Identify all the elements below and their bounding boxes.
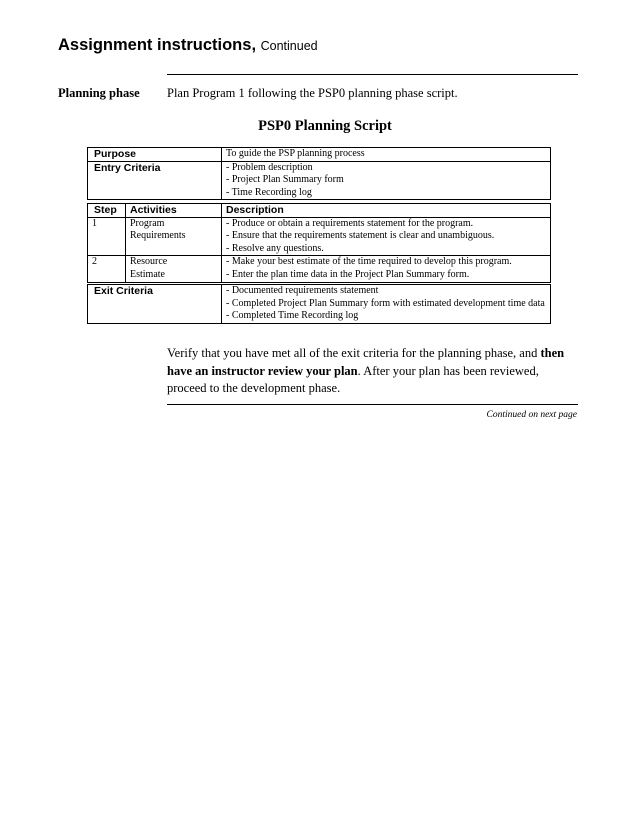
phase-instruction: Plan Program 1 following the PSP0 planning phase script.: [167, 86, 458, 100]
exit-criteria-row: [88, 285, 551, 324]
entry-criteria-list: [222, 161, 551, 200]
steps-header-row: [88, 204, 551, 218]
script-title: PSP0 Planning Script: [258, 118, 392, 134]
phase-label: Planning phase: [58, 86, 140, 100]
activities-column-header: Activities: [126, 204, 222, 218]
verify-text-end: . After your plan has been reviewed, proceed to the development phase.: [167, 363, 539, 395]
purpose-row: [88, 148, 551, 162]
activity-line: Requirements: [130, 230, 186, 242]
step-number: 1: [88, 217, 126, 256]
step-activity: [126, 217, 222, 256]
page-title: [58, 36, 318, 55]
bottom-divider: [167, 404, 578, 405]
description-column-header: Description: [222, 204, 551, 218]
step-number: 2: [88, 256, 126, 282]
entry-item: - Time Recording log: [226, 186, 312, 198]
description-item: - Make your best estimate of the time required to develop this program.: [226, 256, 512, 268]
verify-text: Verify that you have met all of the exit criteria for the planning phase, and: [167, 346, 541, 360]
description-item: - Resolve any questions.: [226, 242, 324, 254]
top-divider: [167, 74, 578, 75]
purpose-entry-table: [87, 147, 551, 200]
continued-on-next-page: Continued on next page: [486, 410, 577, 420]
continued-label: Continued: [260, 39, 318, 53]
page-title-text: Assignment instructions,: [58, 36, 257, 54]
step-column-header: Step: [88, 204, 126, 218]
step-activity: [126, 256, 222, 282]
entry-item: - Project Plan Summary form: [226, 174, 344, 186]
exit-item: - Documented requirements statement: [226, 285, 379, 296]
description-item: - Enter the plan time data in the Project Plan Summary form.: [226, 268, 470, 280]
exit-criteria-list: [222, 285, 551, 324]
exit-item: - Completed Project Plan Summary form with estimated development time data: [226, 297, 545, 309]
verify-paragraph: [167, 345, 579, 398]
description-item: - Produce or obtain a requirements statement for the program.: [226, 217, 474, 229]
activity-line: Resource: [130, 256, 168, 268]
purpose-label: Purpose: [88, 148, 222, 162]
description-item: - Ensure that the requirements statement is clear and unambiguous.: [226, 230, 495, 242]
exit-criteria-label: Exit Criteria: [88, 285, 222, 324]
step-description: [222, 256, 551, 282]
activity-line: Estimate: [130, 268, 165, 280]
table-row: [88, 217, 551, 256]
table-row: [88, 256, 551, 282]
verify-emphasis: then have an instructor review your plan: [167, 346, 565, 378]
entry-criteria-row: [88, 161, 551, 200]
exit-criteria-table: [87, 284, 551, 324]
purpose-text: To guide the PSP planning process: [222, 148, 551, 162]
entry-criteria-label: Entry Criteria: [88, 161, 222, 200]
entry-item: - Problem description: [226, 161, 313, 173]
steps-table: [87, 203, 551, 283]
step-description: [222, 217, 551, 256]
exit-item: - Completed Time Recording log: [226, 310, 359, 322]
activity-line: Program: [130, 217, 165, 229]
